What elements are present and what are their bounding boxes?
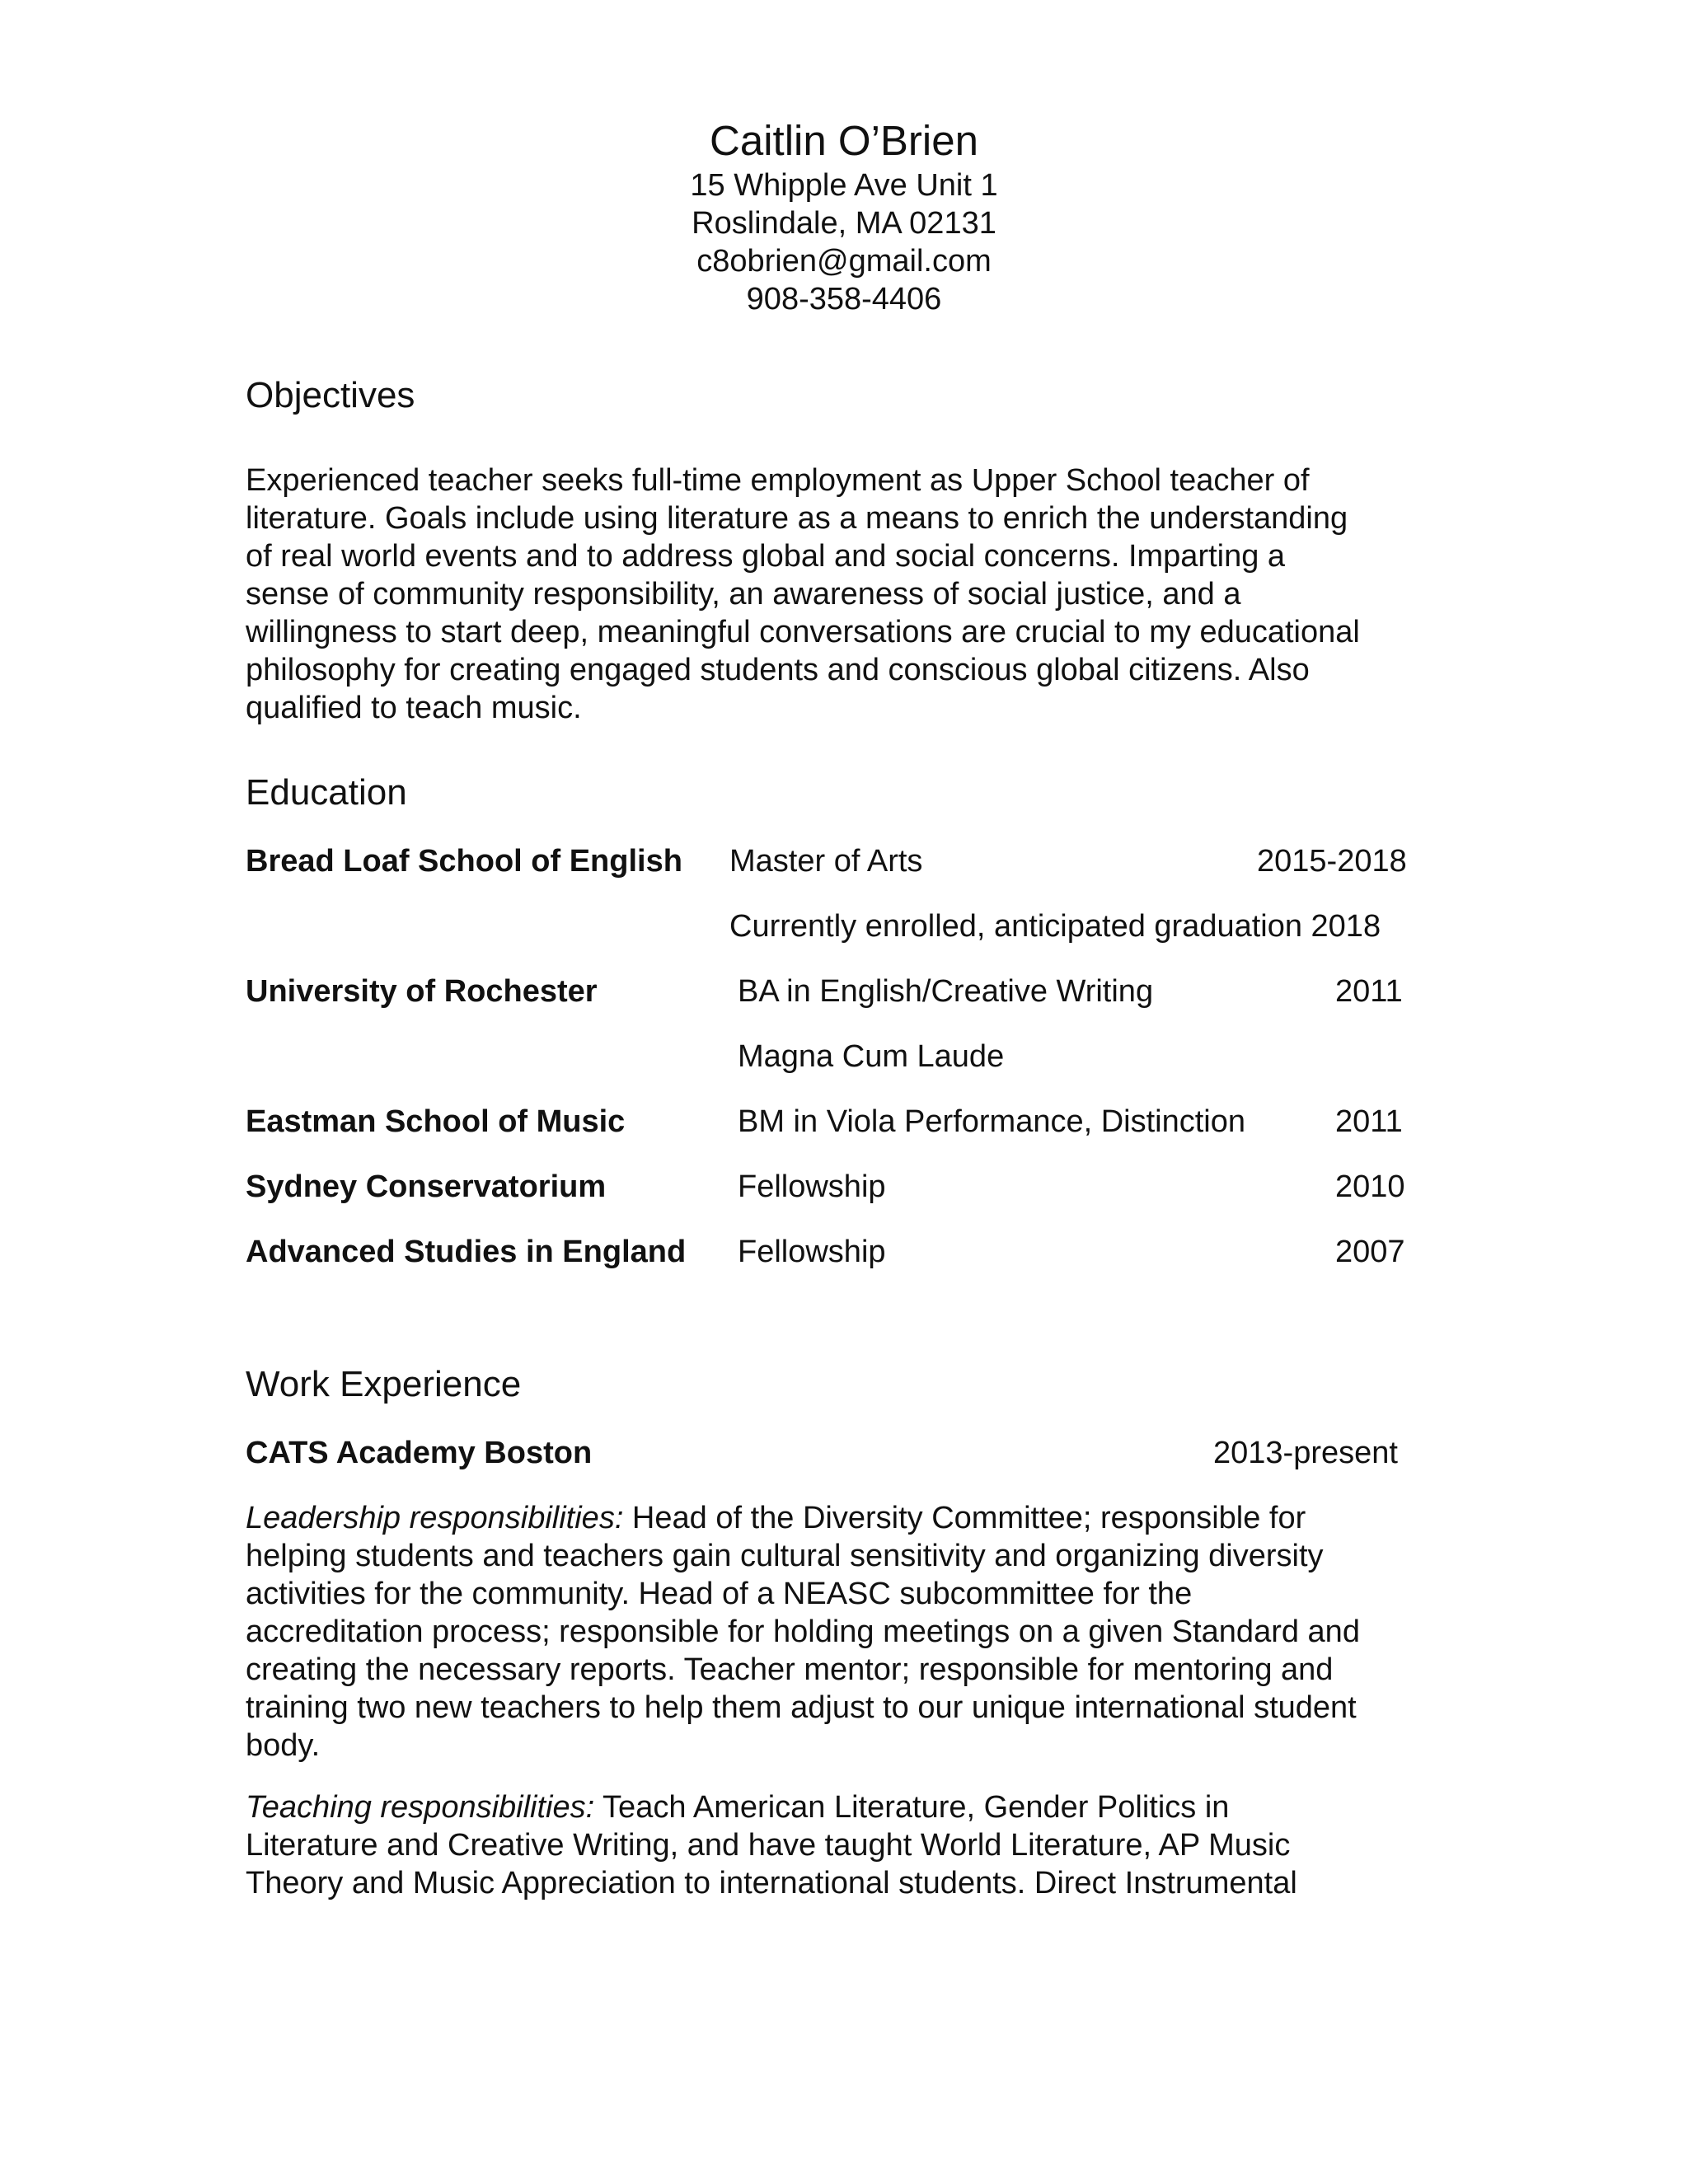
education-year: 2011 [1335, 1104, 1403, 1139]
leadership-line: training two new teachers to help them adjust to our unique international student [246, 1690, 1357, 1725]
education-school: Sydney Conservatorium [246, 1169, 607, 1204]
objectives-heading: Objectives [246, 375, 415, 415]
education-year: 2011 [1335, 974, 1403, 1009]
education-school: Bread Loaf School of English [246, 844, 682, 879]
objectives-line: philosophy for creating engaged students and conscious global citizens. Also [246, 653, 1310, 687]
education-degree: Master of Arts [729, 844, 923, 879]
education-note: Magna Cum Laude [738, 1039, 1005, 1074]
candidate-name: Caitlin O’Brien [710, 117, 978, 164]
education-year: 2015-2018 [1257, 844, 1407, 879]
objectives-line: literature. Goals include using literature as a means to enrich the understanding [246, 501, 1348, 536]
address-line-1: 15 Whipple Ave Unit 1 [690, 168, 998, 203]
leadership-line: helping students and teachers gain cultural sensitivity and organizing diversity [246, 1539, 1324, 1573]
education-degree: BA in English/Creative Writing [738, 974, 1154, 1009]
objectives-line: sense of community responsibility, an awareness of social justice, and a [246, 577, 1241, 612]
education-note: Currently enrolled, anticipated graduation 2018 [729, 909, 1381, 944]
education-year: 2010 [1335, 1169, 1405, 1204]
leadership-line [246, 1499, 1416, 1537]
objectives-text [246, 462, 1416, 727]
education-degree: Fellowship [738, 1235, 886, 1269]
teaching-line [246, 1788, 1416, 1826]
education-degree: BM in Viola Performance, Distinction [738, 1104, 1245, 1139]
teaching-label: Teaching responsibilities: [246, 1790, 595, 1825]
leadership-line: creating the necessary reports. Teacher mentor; responsible for mentoring and [246, 1652, 1334, 1687]
leadership-line: body. [246, 1728, 321, 1763]
education-school: Advanced Studies in England [246, 1235, 687, 1269]
education-heading: Education [246, 772, 407, 813]
leadership-paragraph [246, 1499, 1416, 1765]
address-line-2: Roslindale, MA 02131 [692, 206, 996, 241]
teaching-line: Theory and Music Appreciation to international students. Direct Instrumental [246, 1866, 1297, 1900]
teaching-line: Literature and Creative Writing, and have taught World Literature, AP Music [246, 1828, 1291, 1863]
work-experience-heading: Work Experience [246, 1364, 522, 1404]
objectives-line: Experienced teacher seeks full-time employment as Upper School teacher of [246, 463, 1310, 498]
leadership-line: activities for the community. Head of a NEASC subcommittee for the [246, 1577, 1193, 1611]
leadership-text: Head of the Diversity Committee; responsible for [623, 1501, 1306, 1535]
teaching-paragraph [246, 1788, 1416, 1902]
teaching-text: Teach American Literature, Gender Politics in [594, 1790, 1230, 1825]
education-school: Eastman School of Music [246, 1104, 626, 1139]
objectives-line: willingness to start deep, meaningful conversations are crucial to my educational [246, 615, 1360, 649]
work-employer: CATS Academy Boston [246, 1436, 593, 1470]
education-school: University of Rochester [246, 974, 598, 1009]
leadership-label: Leadership responsibilities: [246, 1501, 624, 1535]
education-year: 2007 [1335, 1235, 1405, 1269]
work-dates: 2013-present [1213, 1436, 1398, 1470]
phone-number: 908-358-4406 [746, 282, 942, 316]
resume-header [0, 115, 1688, 318]
objectives-line: qualified to teach music. [246, 691, 582, 725]
email-address: c8obrien@gmail.com [696, 244, 992, 279]
leadership-line: accreditation process; responsible for holding meetings on a given Standard and [246, 1615, 1360, 1649]
objectives-line: of real world events and to address global and social concerns. Imparting a [246, 539, 1286, 574]
education-degree: Fellowship [738, 1169, 886, 1204]
